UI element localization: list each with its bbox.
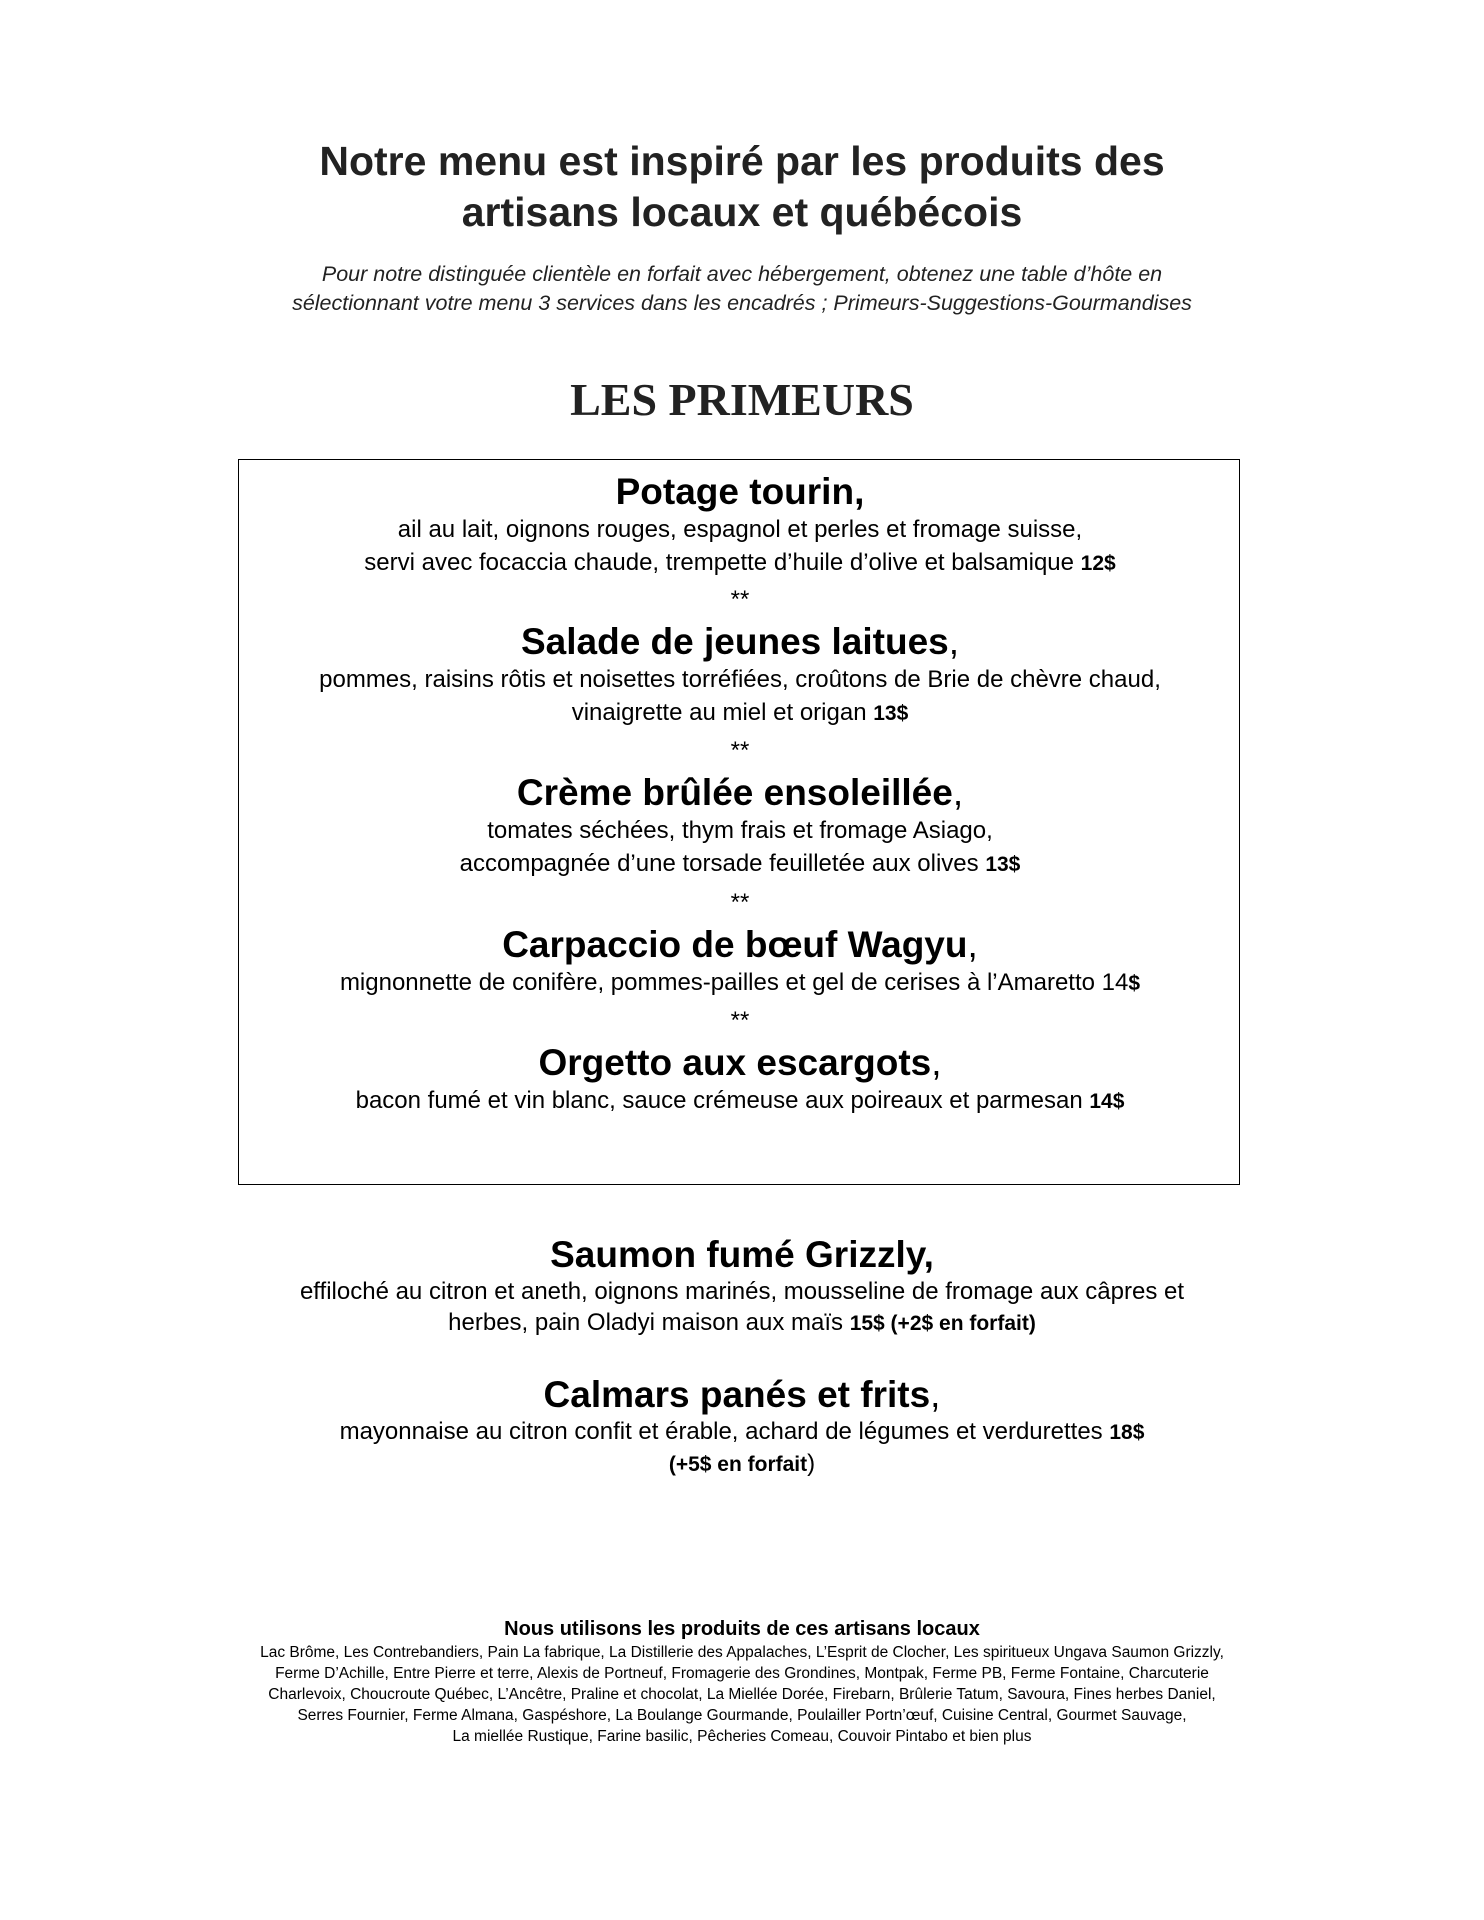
dish-price-paren: ) [807, 1450, 816, 1477]
dish-name: Saumon fumé Grizzly, [550, 1234, 934, 1275]
dish-name [200, 1374, 1284, 1416]
menu-item-salade [240, 621, 1240, 730]
dish-name-text: Orgetto aux escargots [538, 1042, 932, 1083]
menu-item-carpaccio [240, 924, 1240, 1000]
page-title-line-1: Notre menu est inspiré par les produits des [319, 138, 1165, 184]
dish-price: 12$ [1080, 552, 1116, 575]
dish-name [240, 1042, 1240, 1084]
page-title-line-2: artisans locaux et québécois [461, 189, 1023, 235]
menu-item-potage [240, 471, 1240, 580]
dish-description: ail au lait, oignons rouges, espagnol et perles et fromage suisse, [397, 516, 1083, 543]
dish-description [240, 847, 1240, 881]
menu-item-creme-brulee [240, 772, 1240, 881]
dish-description: effiloché au citron et aneth, oignons marinés, mousseline de fromage aux câpres et [299, 1278, 1185, 1305]
dish-name-comma: , [967, 924, 978, 965]
intro-line-1: Pour notre distinguée clientèle en forfait avec hébergement, obtenez une table d’hôte en [321, 262, 1163, 286]
footer-artisans-line: Lac Brôme, Les Contrebandiers, Pain La fabrique, La Distillerie des Appalaches, L’Esprit de Clocher, Les spiritueux Ungava Saumon Grizzly, [260, 1644, 1224, 1661]
section-title: LES PRIMEURS [570, 374, 914, 425]
intro-text [160, 260, 1324, 318]
dish-price: 13$ [985, 853, 1021, 876]
intro-line-2: sélectionnant votre menu 3 services dans les encadrés ; Primeurs-Suggestions-Gourmandises [292, 291, 1192, 315]
dish-name-comma: , [931, 1042, 942, 1083]
dish-description [200, 1307, 1284, 1339]
dish-name: Potage tourin, [615, 471, 865, 512]
dish-name [240, 621, 1240, 663]
footer-artisans-line: Serres Fournier, Ferme Almana, Gaspéshore, La Boulange Gourmande, Poulailler Portn’œuf, Cuisine Central, Gourmet Sauvage, [297, 1707, 1187, 1724]
dish-price-forfait: (+5$ en forfait [668, 1453, 808, 1476]
separator: ** [730, 889, 750, 916]
dish-price: 15$ (+2$ en forfait) [849, 1312, 1036, 1335]
footer-artisans-line: Ferme D’Achille, Entre Pierre et terre, Alexis de Portneuf, Fromagerie des Grondines, Montpak, Ferme PB, Ferme Fontaine, Charcuterie [275, 1665, 1209, 1682]
menu-item-orgetto [240, 1042, 1240, 1118]
dish-description: tomates séchées, thym frais et fromage Asiago, [487, 817, 993, 844]
dish-description [240, 1084, 1240, 1118]
separator: ** [730, 1007, 750, 1034]
menu-item-saumon [200, 1234, 1284, 1339]
dish-description [240, 696, 1240, 730]
dish-name-text: Carpaccio de bœuf Wagyu [502, 924, 968, 965]
dish-name-comma: , [948, 621, 960, 662]
dish-name-comma: , [930, 1374, 941, 1415]
dish-description-text: accompagnée d’une torsade feuilletée aux olives [459, 850, 986, 877]
separator: ** [730, 737, 750, 764]
page-title [200, 136, 1284, 238]
separator: ** [730, 586, 750, 613]
dish-description [240, 546, 1240, 580]
dish-price: 14$ [1089, 1090, 1125, 1113]
dish-description-text: mayonnaise au citron confit et érable, achard de légumes et verdurettes [339, 1418, 1110, 1445]
dish-description [240, 966, 1240, 1000]
dish-price: 13$ [873, 702, 909, 725]
footer-artisans-line: Charlevoix, Choucroute Québec, L’Ancêtre, Praline et chocolat, La Miellée Dorée, Firebarn, Brûlerie Tatum, Savoura, Fines herbes Daniel, [268, 1686, 1216, 1703]
dish-name-text: Salade de jeunes laitues [520, 621, 949, 662]
dish-description [200, 1416, 1284, 1448]
dish-description: pommes, raisins rôtis et noisettes torréfiées, croûtons de Brie de chèvre chaud, [319, 666, 1161, 693]
dish-description-text: servi avec focaccia chaude, trempette d’huile d’olive et balsamique [364, 549, 1081, 576]
dish-description-text: bacon fumé et vin blanc, sauce crémeuse aux poireaux et parmesan [355, 1087, 1090, 1114]
dish-name-text: Calmars panés et frits [543, 1374, 931, 1415]
dish-name [240, 772, 1240, 814]
menu-item-calmars [200, 1374, 1284, 1480]
dish-description-text: herbes, pain Oladyi maison aux maïs [448, 1309, 850, 1336]
dish-description-text: vinaigrette au miel et origan [571, 699, 874, 726]
dish-name-text: Crème brûlée ensoleillée [516, 772, 953, 813]
dish-description-text: mignonnette de conifère, pommes-pailles et gel de cerises à l’Amaretto 14 [339, 969, 1129, 996]
dish-name [240, 924, 1240, 966]
footer-title: Nous utilisons les produits de ces artisans locaux [504, 1618, 980, 1640]
dish-name-comma: , [952, 772, 964, 813]
artisans-footer [150, 1616, 1334, 1747]
footer-artisans-line: La miellée Rustique, Farine basilic, Pêcheries Comeau, Couvoir Pintabo et bien plus [452, 1728, 1032, 1745]
dish-price: 18$ [1109, 1421, 1145, 1444]
dish-price-note [200, 1448, 1284, 1480]
dish-price: $ [1128, 972, 1141, 995]
